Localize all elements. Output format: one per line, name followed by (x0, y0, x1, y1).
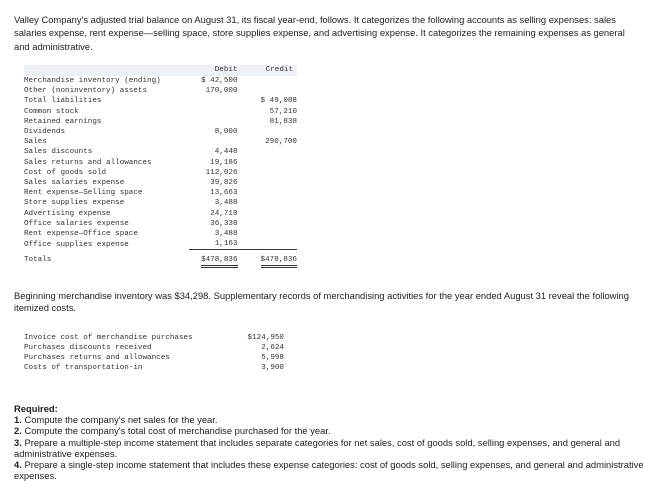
totals-debit: $478,836 (201, 256, 237, 268)
credit-value (238, 188, 297, 198)
totals-credit: $478,836 (261, 256, 297, 268)
credit-value (238, 209, 297, 219)
account-name: Rent expense—Office space (24, 230, 138, 239)
table-row (24, 188, 297, 198)
account-name: Sales returns and allowances (24, 158, 152, 167)
debit-value (189, 107, 238, 117)
debit-value (189, 137, 238, 147)
trial-balance-body (24, 76, 297, 250)
debit-value: 8,000 (214, 128, 238, 137)
debit-value (189, 96, 238, 106)
list-item (14, 437, 644, 459)
item-text: Prepare a single-step income statement that includes these expense categories: cost of goods sold, selling expenses, and general and administrative expenses. (14, 459, 644, 482)
cost-value: 2,624 (261, 344, 284, 352)
totals-label: Totals (24, 256, 52, 265)
debit-value: 170,000 (205, 87, 238, 96)
account-name: Office salaries expense (24, 219, 129, 228)
credit-value (238, 178, 297, 188)
account-name: Total liabilities (24, 97, 102, 106)
account-name: Other (noninventory) assets (24, 87, 148, 96)
account-name: Office supplies expense (24, 240, 129, 249)
credit-value (238, 219, 297, 229)
required-section (14, 403, 644, 481)
debit-value: $ 42,500 (201, 77, 238, 85)
credit-value: $ 49,088 (260, 97, 297, 106)
item-number: 3. (14, 436, 22, 448)
table-row (24, 158, 297, 168)
cost-name: Invoice cost of merchandise purchases (24, 334, 193, 342)
table-row (24, 168, 297, 178)
credit-value (238, 168, 297, 178)
credit-value: 290,700 (265, 138, 297, 147)
table-row (24, 343, 284, 353)
debit-header: Debit (189, 65, 238, 76)
table-row (24, 147, 297, 157)
account-name: Advertising expense (24, 209, 111, 218)
table-row (24, 198, 297, 208)
list-item (14, 414, 644, 425)
trial-balance-table (24, 65, 297, 266)
table-row (24, 219, 297, 229)
required-list (14, 414, 644, 481)
table-row (24, 107, 297, 117)
account-name: Store supplies expense (24, 199, 125, 208)
debit-value: 36,338 (210, 219, 238, 228)
table-row (24, 96, 297, 106)
debit-value: 3,488 (214, 199, 238, 208)
credit-value: 81,838 (269, 117, 297, 126)
required-heading: Required: (14, 403, 58, 414)
beginning-inventory-paragraph: Beginning merchandise inventory was $34,298. Supplementary records of merchandising activities for the year ended August 31 reveal the following itemized costs. (14, 290, 629, 314)
credit-value (238, 239, 297, 250)
debit-value: 1,163 (214, 240, 238, 249)
table-row (24, 333, 284, 343)
account-name: Dividends (24, 128, 66, 137)
account-name: Sales (24, 138, 47, 147)
item-text: Compute the company's total cost of merchandise purchased for the year. (24, 425, 331, 437)
debit-value: 4,448 (214, 148, 238, 157)
account-name: Cost of goods sold (24, 168, 107, 177)
account-name: Common stock (24, 107, 79, 116)
credit-value (238, 229, 297, 239)
cost-value: 5,998 (261, 354, 284, 362)
cost-name: Purchases returns and allowances (24, 354, 170, 362)
debit-value: 39,826 (210, 179, 238, 188)
credit-header: Credit (238, 65, 297, 76)
table-row (24, 178, 297, 188)
cost-name: Costs of transportation-in (24, 364, 143, 372)
item-number: 2. (14, 425, 22, 437)
account-name: Sales salaries expense (24, 179, 125, 188)
table-row (24, 209, 297, 219)
credit-value (238, 158, 297, 168)
trial-balance-panel (14, 61, 297, 265)
table-row (24, 76, 297, 86)
intro-paragraph: Valley Company's adjusted trial balance on August 31, its fiscal year-end, follows. It categorizes the following accounts as selling expenses: sales salaries expense, rent expense—selling space, store supplies expense, and advertising expense. It categorizes the remaining expenses as general and administrative. (14, 14, 625, 52)
table-row (24, 137, 297, 147)
table-row (24, 117, 297, 127)
credit-value: 57,210 (269, 107, 297, 116)
debit-value: 13,663 (210, 189, 238, 198)
credit-value (238, 198, 297, 208)
itemized-costs-panel (14, 326, 297, 378)
credit-value (238, 147, 297, 157)
cost-value: $124,950 (247, 334, 284, 342)
debit-value (189, 117, 238, 127)
table-row (24, 363, 284, 373)
itemized-costs-table (24, 333, 284, 373)
debit-value: 24,710 (210, 209, 238, 218)
list-item (14, 425, 644, 436)
table-row (24, 229, 297, 239)
credit-value (238, 127, 297, 137)
account-name: Rent expense—Selling space (24, 189, 143, 198)
table-row (24, 127, 297, 137)
account-name: Retained earnings (24, 117, 102, 126)
item-number: 4. (14, 459, 22, 471)
credit-value (238, 76, 297, 86)
account-name: Merchandise inventory (ending) (24, 77, 161, 85)
trial-balance-header-row (24, 65, 297, 76)
cost-value: 3,900 (261, 364, 284, 372)
cost-name: Purchases discounts received (24, 344, 152, 352)
item-number: 1. (14, 414, 22, 426)
totals-row (24, 250, 297, 266)
table-row (24, 353, 284, 363)
debit-value: 19,186 (210, 158, 238, 167)
table-row (24, 86, 297, 96)
item-text: Compute the company's net sales for the year. (24, 414, 218, 426)
debit-value: 3,488 (214, 230, 238, 239)
table-row (24, 239, 297, 250)
account-name: Sales discounts (24, 148, 93, 157)
debit-value: 112,026 (205, 168, 238, 177)
credit-value (238, 86, 297, 96)
list-item (14, 459, 644, 481)
item-text: Prepare a multiple-step income statement that includes separate categories for net sales, cost of goods sold, selling expenses, and general and administrative expenses. (14, 436, 621, 459)
